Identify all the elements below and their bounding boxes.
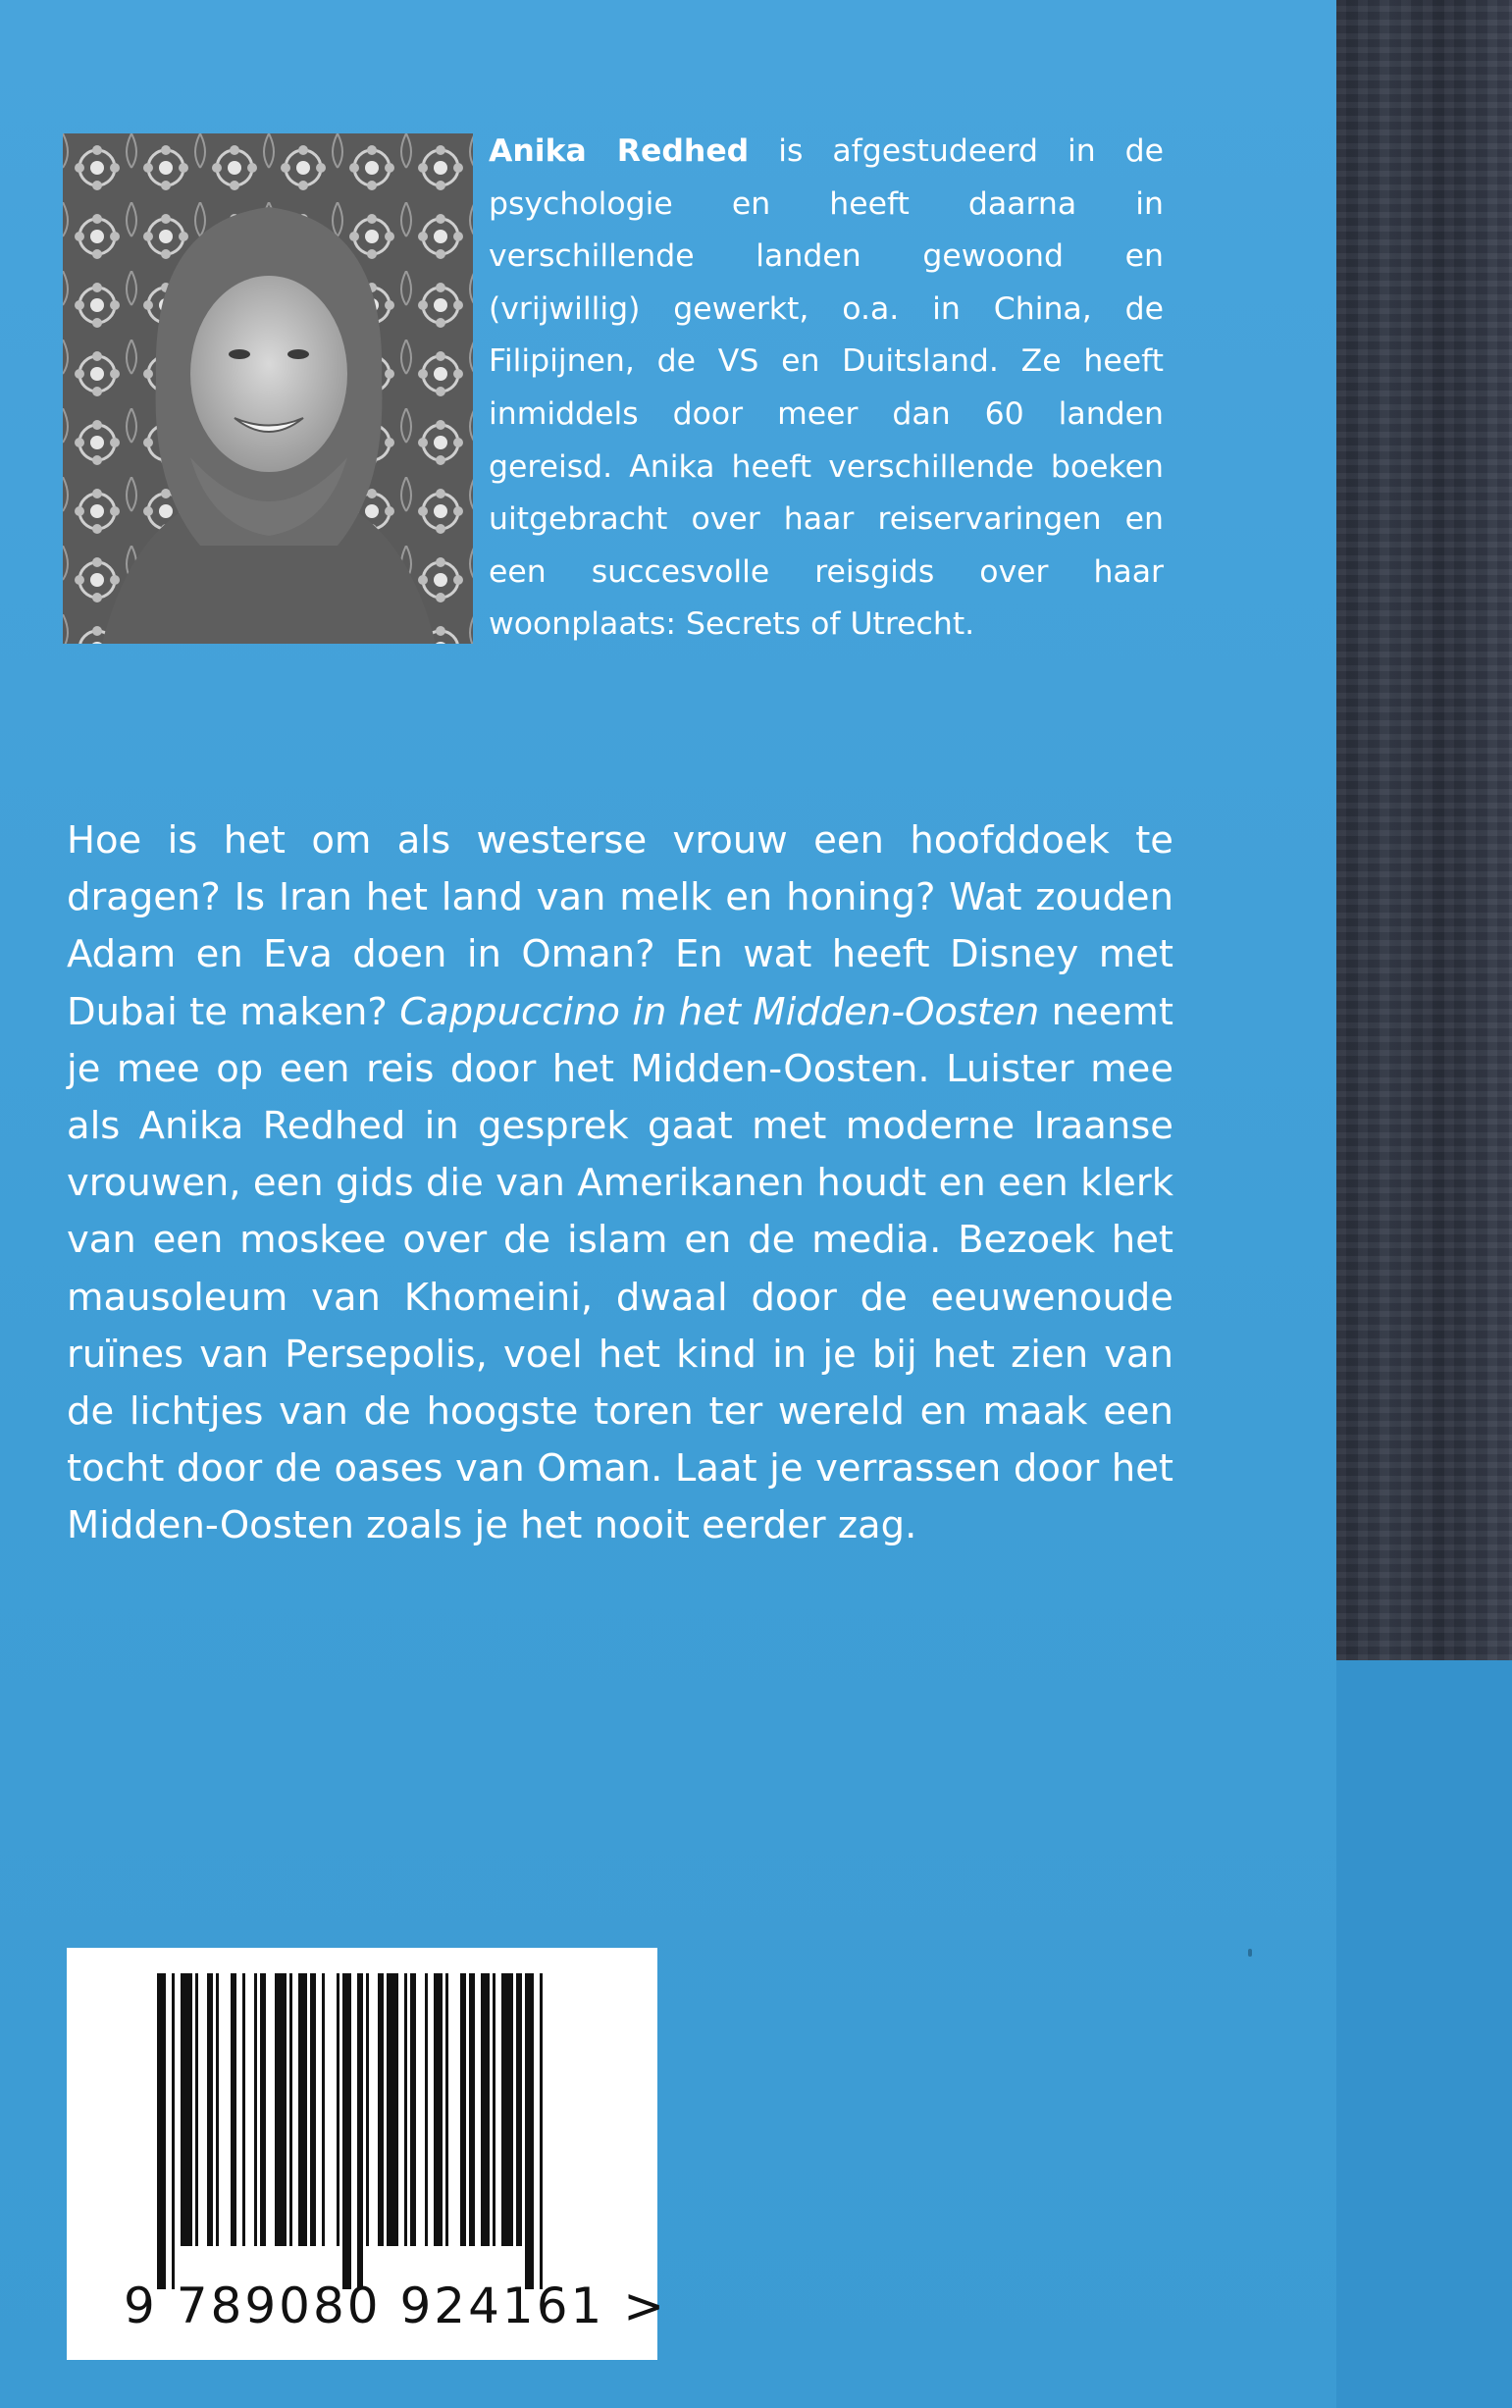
barcode-bar [195,1973,198,2246]
barcode-bar [207,1973,213,2246]
author-bio [489,126,1164,652]
barcode-bar [254,1973,257,2246]
barcode-bar [242,1973,245,2246]
barcode-bar [469,1973,475,2246]
barcode-bar [157,1973,166,2289]
barcode-bar [172,1973,175,2289]
barcode-bar [481,1973,490,2246]
barcode-bar [410,1973,416,2246]
barcode-bar [310,1973,316,2246]
barcode-bar [404,1973,407,2246]
isbn-digits: 9 789080 924161 > [124,2277,668,2334]
spine-blue-strip [1336,1660,1512,2408]
barcode-bar [425,1973,428,2246]
barcode-bar [181,1973,192,2246]
barcode-bar [445,1973,448,2246]
book-title-italic: Cappuccino in het Midden-Oosten [399,989,1040,1034]
barcode-bar [298,1973,307,2246]
author-bio-text: is afgestudeerd in de psychologie en heeft daarna in verschillende landen gewoond en (vrijwillig) gewerkt, o.a. in China, de Filipijnen, de VS en Duitsland. Ze heeft inmiddels door meer dan 60 landen gereisd. Anika heeft verschillende boeken uitgebracht over haar reiservaringen en een succesvolle reisgids over haar woonplaats: Secrets of Utrecht. [489,133,1164,643]
barcode-bar [493,1973,495,2246]
barcode-bar [378,1973,384,2246]
author-photo [63,133,473,644]
barcode-bar [337,1973,339,2246]
barcode-bar [387,1973,398,2246]
barcode-bar [342,1973,351,2289]
barcode-bar [260,1973,266,2246]
barcode-bar [516,1973,522,2246]
barcode-bar [357,1973,363,2289]
barcode-bar [460,1973,466,2246]
barcode-bar [525,1973,534,2289]
print-speck [1248,1949,1252,1957]
isbn-barcode [67,1948,668,2360]
barcode-bar [275,1973,287,2246]
barcode-bar [501,1973,513,2246]
barcode-bar [540,1973,543,2289]
barcode-bar [231,1973,236,2246]
barcode-bar [366,1973,369,2246]
barcode-bar [434,1973,443,2246]
barcode-bar [289,1973,292,2246]
barcode-bar [216,1973,219,2246]
blurb-intro: Hoe is het om als westerse vrouw een hoofddoek te dragen? Is Iran het land van melk en honing? Wat zouden Adam en Eva doen in Oman? En wat heeft Disney met Dubai te maken? [67,818,1173,1034]
author-name: Anika Redhed [489,133,750,169]
blurb-body: neemt je mee op een reis door het Midden-Oosten. Luister mee als Anika Redhed in gesprek gaat met moderne Iraanse vrouwen, een gids die van Amerikanen houdt en een klerk van een moskee over de islam en de media. Bezoek het mausoleum van Khomeini, dwaal door de eeuwenoude ruïnes van Persepolis, voel het kind in je bij het zien van de lichtjes van de hoogste toren ter wereld en maak een tocht door de oases van Oman. Laat je verrassen door het Midden-Oosten zoals je het nooit eerder zag. [67,989,1173,1548]
spine-photo-strip [1336,0,1512,1660]
book-blurb [67,812,1173,1555]
barcode-bar [322,1973,325,2246]
